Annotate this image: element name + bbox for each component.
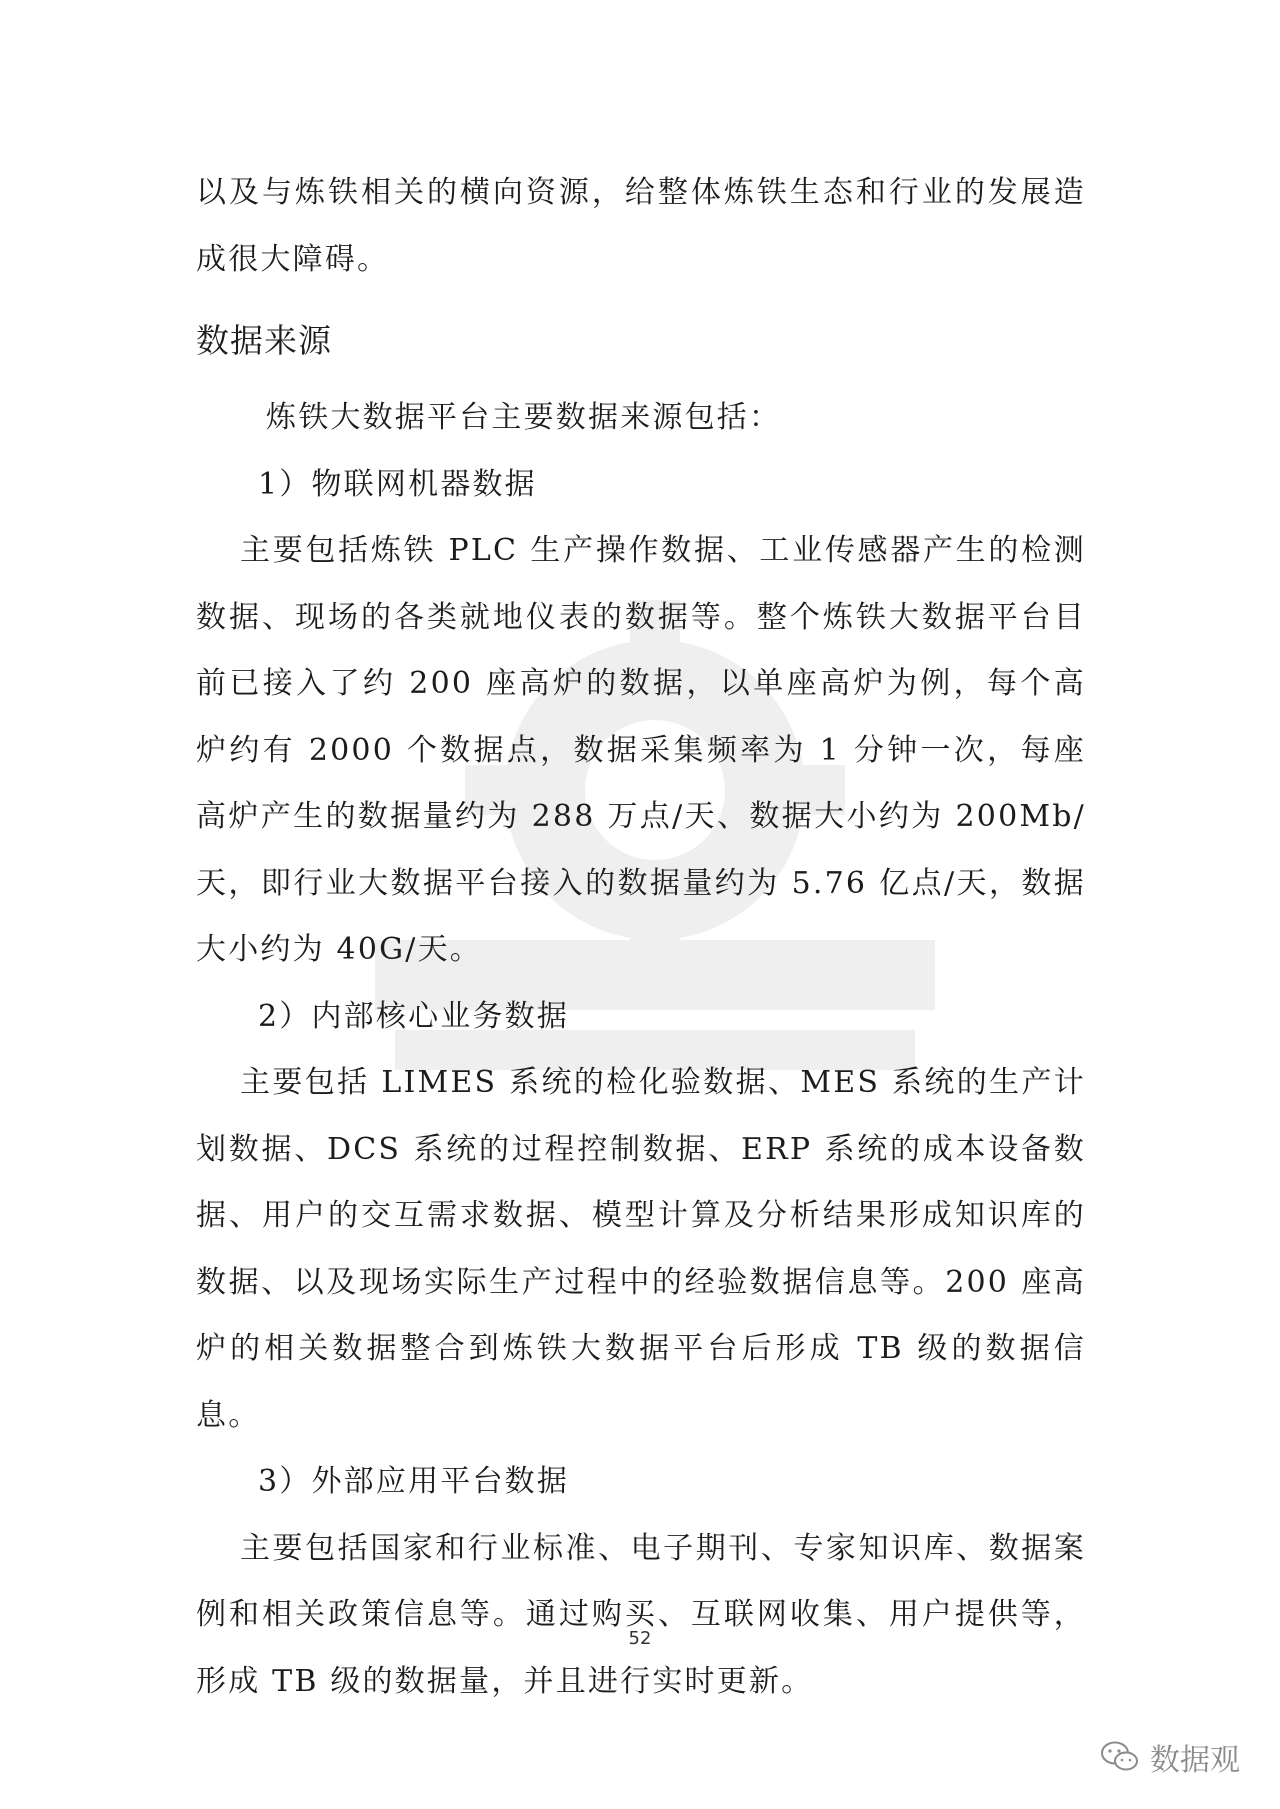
document-body: [196, 160, 1086, 1715]
item-2-title: 2）内部核心业务数据: [258, 998, 570, 1034]
item-3-body: 主要包括国家和行业标准、电子期刊、专家知识库、数据案例和相关政策信息等。通过购买、互联网收集、用户提供等，形成 TB 级的数据量，并且进行实时更新。: [196, 1530, 1086, 1699]
page-number: 52: [628, 1628, 652, 1649]
intro-paragraph: 炼铁大数据平台主要数据来源包括：: [266, 400, 782, 435]
item-3-title: 3）外部应用平台数据: [258, 1464, 570, 1499]
paragraph-continuation: 以及与炼铁相关的横向资源，给整体炼铁生态和行业的发展造成很大障碍。: [196, 175, 1086, 277]
brand-name: 数据观: [1150, 1743, 1240, 1778]
item-2-body: 主要包括 LIMES 系统的检化验数据、MES 系统的生产计划数据、DCS 系统的过程控制数据、ERP 系统的成本设备数据、用户的交互需求数据、模型计算及分析结果形成知识库的数据、以及现场实际生产过程中的经验数据信息等。200 座高炉的相关数据整合到炼铁大数据平台后形成 TB 级的数据信息。: [196, 1065, 1086, 1433]
section-heading: 数据来源: [196, 321, 332, 360]
brand-watermark: [1100, 1735, 1240, 1779]
wechat-icon: [1100, 1740, 1140, 1774]
item-1-title: 1）物联网机器数据: [258, 466, 537, 502]
item-1-body: 主要包括炼铁 PLC 生产操作数据、工业传感器产生的检测数据、现场的各类就地仪表的数据等。整个炼铁大数据平台目前已接入了约 200 座高炉的数据，以单座高炉为例，每个高炉约有 2000 个数据点，数据采集频率为 1 分钟一次，每座高炉产生的数据量约为 288 万点/天、数据大小约为 200Mb/ 天，即行业大数据平台接入的数据量约为 5.76 亿点/天，数据大小约为 40G/天。: [196, 533, 1086, 967]
